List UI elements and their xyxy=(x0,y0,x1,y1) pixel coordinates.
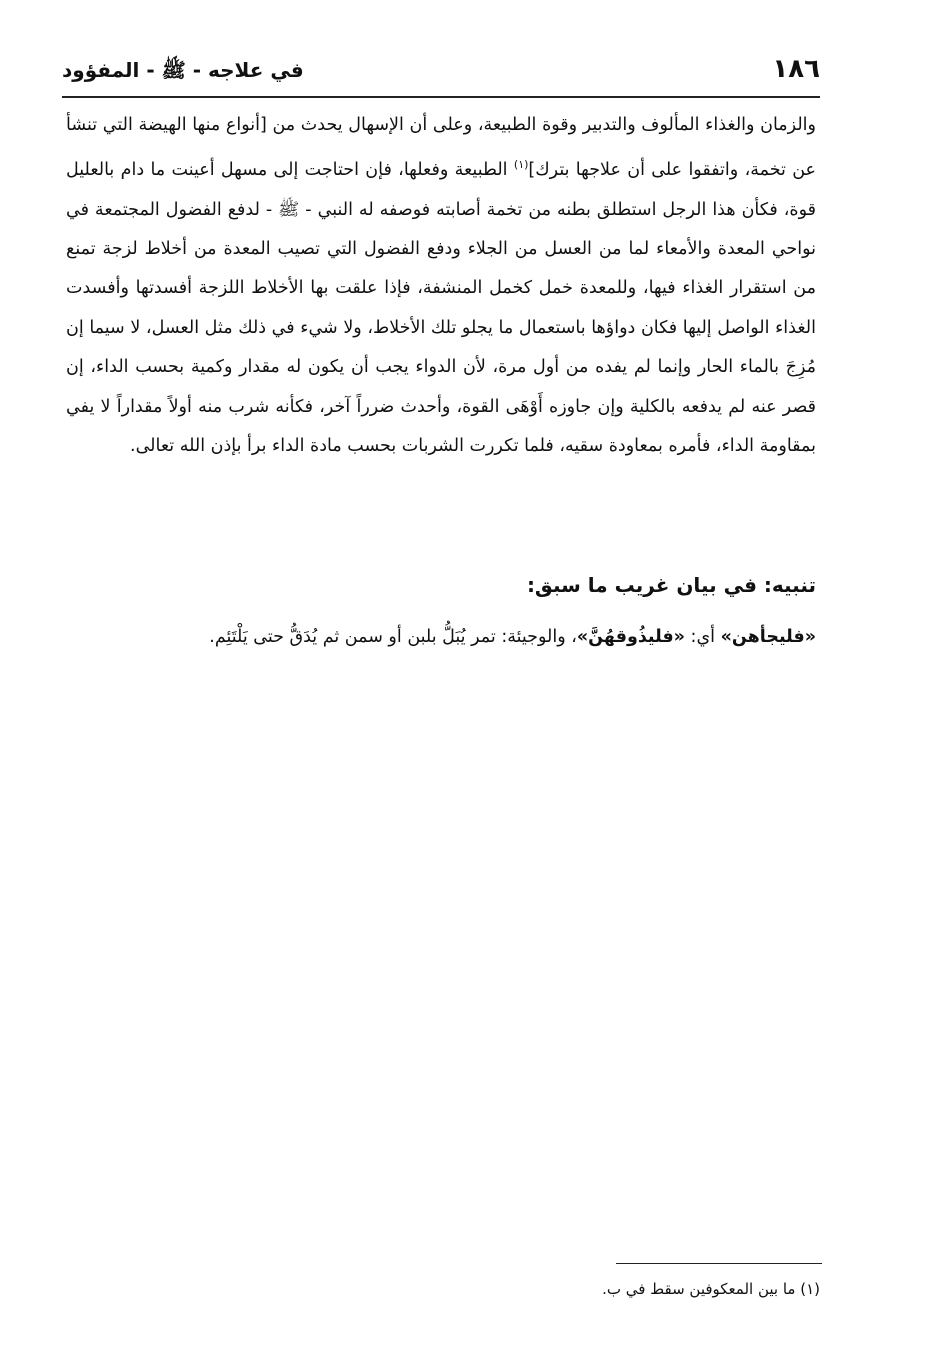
paragraph-part-2: الطبيعة وفعلها، فإن احتاجت إلى مسهل أعينت ما دام بالعليل قوة، فكأن هذا الرجل استطلق بطنه من تخمة أصابته فوصفه له النبي - ﷺ - لدفع الفضول المجتمعة في نواحي المعدة والأمعاء لما من العسل من الجلاء ودفع الفضول التي تصيب المعدة من أخلاط لزجة تمنع من استقرار الغذاء فيها، وللمعدة خمل كخمل المنشفة، فإذا علقت بها الأخلاط اللزجة أفسدتها وأفسدت الغذاء الواصل إليها فكان دواؤها باستعمال ما يجلو تلك الأخلاط، ولا شيء في ذلك مثل العسل، لا سيما إن مُزِجَ بالماء الحار وإنما لم يفده من أول مرة، لأن الدواء يجب أن يكون له مقدار وكمية بحسب الداء، إن قصر عنه لم يدفعه بالكلية وإن جاوزه أَوْهَى القوة، وأحدث ضرراً آخر، فكأنه شرب منه أولاً مقداراً لا يفي بمقاومة الداء، فأمره بمعاودة سقيه، فلما تكررت الشربات بحسب مادة الداء برأ بإذن الله تعالى. xyxy=(66,160,816,457)
section-heading: تنبيه: في بيان غريب ما سبق: xyxy=(526,573,816,597)
header-divider xyxy=(62,96,820,98)
page-header xyxy=(62,52,820,92)
glossary-term-2: «فليذُوقهُنَّ» xyxy=(576,627,685,647)
glossary-term-1: «فليجأهن» xyxy=(720,627,816,647)
paragraph-part-1: والزمان والغذاء المألوف والتدبير وقوة الطبيعة، وعلى أن الإسهال يحدث من [أنواع منها الهيضة التي تنشأ عن تخمة، واتفقوا على أن علاجها بترك] xyxy=(66,115,816,181)
paragraph-text xyxy=(66,106,816,466)
footnote-marker[interactable]: (١) xyxy=(513,158,529,172)
page-number: ١٨٦ xyxy=(772,54,820,84)
glossary-text-1: أي: xyxy=(684,627,721,647)
main-paragraph xyxy=(66,106,816,466)
glossary-text-2: ، والوجيئة: تمر يُبَلُّ بلبن أو سمن ثم يُدَقُّ حتى يَلْتَئِم. xyxy=(209,627,577,647)
footnote: (١) ما بين المعكوفين سقط في ب. xyxy=(602,1280,820,1298)
footnote-divider xyxy=(616,1263,822,1264)
running-title: في علاجه - ﷺ - المفؤود xyxy=(62,58,304,82)
glossary-line xyxy=(116,619,816,655)
